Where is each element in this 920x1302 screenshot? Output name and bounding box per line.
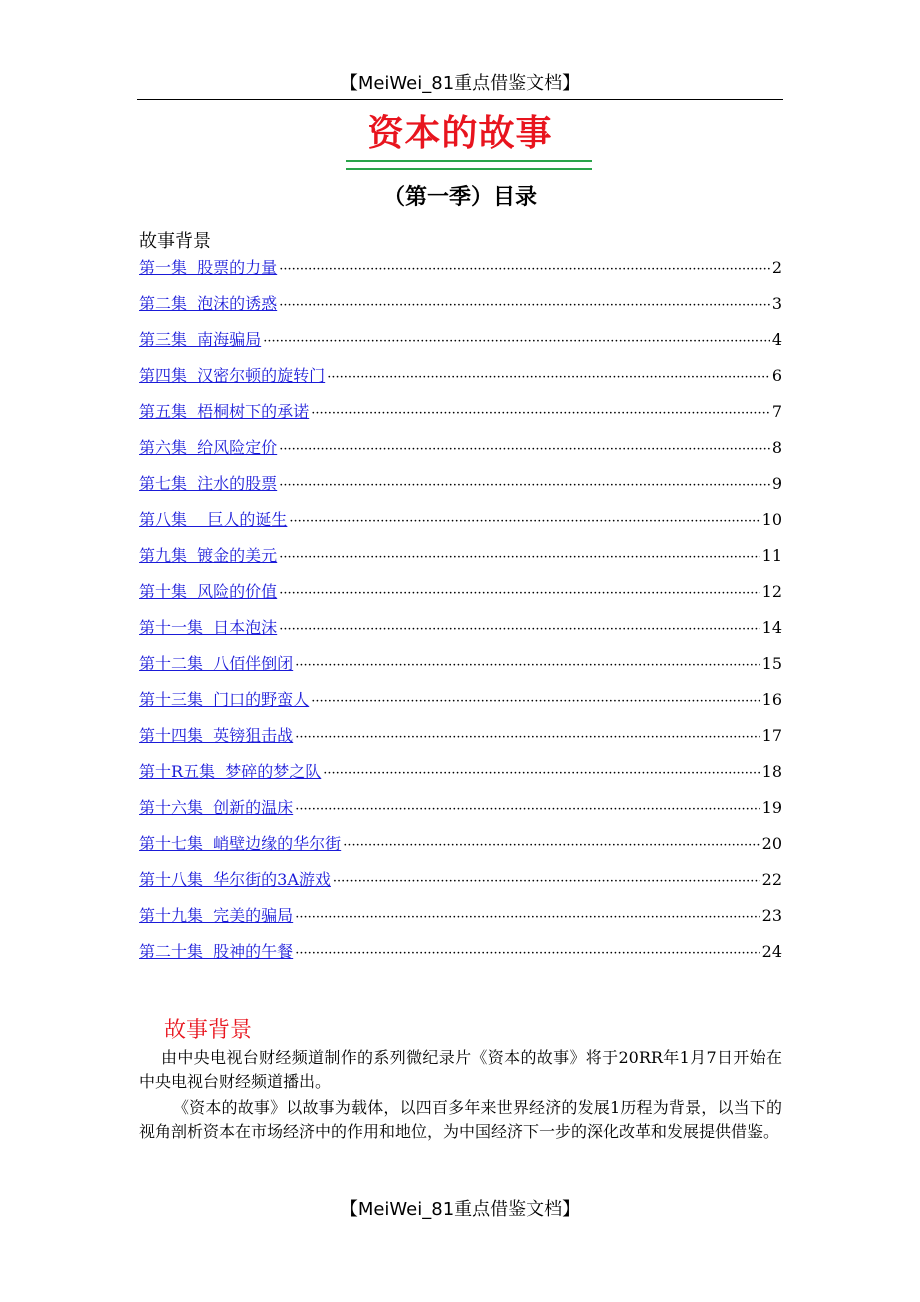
toc-leader-dots: [311, 402, 770, 426]
toc-entry-link[interactable]: 第三集 南海骗局: [139, 330, 262, 349]
toc-entry-link[interactable]: 第一集 股票的力量: [139, 258, 278, 277]
toc-entry-link[interactable]: 第二集 泡沫的诱惑: [139, 294, 278, 313]
page-header: 【MeiWei_81重点借鉴文档】: [339, 73, 581, 94]
toc-entry: [139, 436, 782, 472]
toc-entry: [139, 580, 782, 616]
intro-paragraph-2: 《资本的故事》以故事为载体，以四百多年来世界经济的发展1历程为背景，以当下的视角剖析资本在市场经济中的作用和地位，为中国经济下一步的深化改革和发展提供借鉴。: [139, 1098, 782, 1141]
toc-leader-dots: [279, 582, 759, 606]
toc-entry-link[interactable]: 第十四集 英镑狙击战: [139, 726, 294, 745]
toc-entry-link[interactable]: 第十R五集 梦碎的梦之队: [139, 762, 322, 781]
toc-leader-dots: [279, 258, 770, 282]
toc-entry-link[interactable]: 第十七集 峭壁边缘的华尔街: [139, 834, 342, 853]
toc-page-number: 4: [771, 330, 782, 349]
toc-entry-link[interactable]: 第十集 风险的价值: [139, 582, 278, 601]
toc-entry: [139, 508, 782, 544]
toc-leader-dots: [263, 330, 770, 354]
toc-entry: [139, 724, 782, 760]
toc-page-number: 8: [771, 438, 782, 457]
toc-entry-link[interactable]: 第四集 汉密尔顿的旋转门: [139, 366, 326, 385]
toc-page-number: 11: [761, 546, 782, 565]
toc-page-number: 9: [771, 474, 782, 493]
toc-entry-link[interactable]: 第十六集 创新的温床: [139, 798, 294, 817]
toc-entry: [139, 868, 782, 904]
toc-leader-dots: [323, 762, 759, 786]
toc-entry-link[interactable]: 第六集 给风险定价: [139, 438, 278, 457]
toc-entry: [139, 364, 782, 400]
toc-page-number: 20: [761, 834, 782, 853]
toc-leader-dots: [279, 618, 759, 642]
toc-leader-dots: [289, 510, 759, 534]
toc-leader-dots: [279, 474, 770, 498]
toc-entry: [139, 688, 782, 724]
toc-entry-link[interactable]: 第十三集 门口的野蛮人: [139, 690, 310, 709]
table-of-contents: [139, 256, 782, 976]
toc-page-number: 6: [771, 366, 782, 385]
toc-page-number: 16: [761, 690, 782, 709]
page-footer: 【MeiWei_81重点借鉴文档】: [339, 1199, 581, 1220]
title-underline: [346, 160, 592, 170]
toc-entry-link[interactable]: 第十一集 日本泡沫: [139, 618, 278, 637]
toc-page-number: 10: [761, 510, 782, 529]
toc-leader-dots: [279, 294, 770, 318]
toc-page-number: 22: [761, 870, 782, 889]
toc-entry-link[interactable]: 第十八集 华尔街的3A游戏: [139, 870, 331, 889]
header-divider: [137, 99, 783, 100]
toc-leader-dots: [295, 726, 759, 750]
toc-leader-dots: [327, 366, 770, 390]
toc-entry: [139, 328, 782, 364]
toc-entry: [139, 400, 782, 436]
toc-entry: [139, 940, 782, 976]
toc-heading: 故事背景: [139, 231, 211, 252]
toc-page-number: 12: [761, 582, 782, 601]
toc-page-number: 7: [771, 402, 782, 421]
intro-paragraph-1: 由中央电视台财经频道制作的系列微纪录片《资本的故事》将于20RR年1月7日开始在中央电视台财经频道播出。: [139, 1048, 782, 1091]
toc-leader-dots: [279, 546, 759, 570]
toc-page-number: 2: [771, 258, 782, 277]
toc-leader-dots: [333, 870, 760, 894]
toc-page-number: 3: [771, 294, 782, 313]
document-title: 资本的故事: [367, 113, 553, 154]
toc-entry-link[interactable]: 第九集 镀金的美元: [139, 546, 278, 565]
toc-leader-dots: [311, 690, 759, 714]
toc-entry: [139, 472, 782, 508]
toc-entry: [139, 652, 782, 688]
toc-entry: [139, 832, 782, 868]
toc-page-number: 14: [761, 618, 782, 637]
toc-entry: [139, 616, 782, 652]
toc-entry: [139, 760, 782, 796]
toc-page-number: 23: [761, 906, 782, 925]
toc-entry: [139, 796, 782, 832]
toc-entry-link[interactable]: 第七集 注水的股票: [139, 474, 278, 493]
toc-entry-link[interactable]: 第二十集 股神的午餐: [139, 942, 294, 961]
toc-entry: [139, 256, 782, 292]
toc-entry-link[interactable]: 第十二集 八佰伴倒闭: [139, 654, 294, 673]
toc-entry-link[interactable]: 第八集 巨人的诞生: [139, 510, 288, 529]
toc-entry: [139, 544, 782, 580]
toc-entry: [139, 292, 782, 328]
section-heading: 故事背景: [164, 1018, 253, 1043]
toc-subtitle: （第一季）目录: [382, 185, 537, 210]
toc-leader-dots: [295, 942, 759, 966]
toc-page-number: 24: [761, 942, 782, 961]
toc-page-number: 18: [761, 762, 782, 781]
toc-leader-dots: [295, 906, 759, 930]
toc-leader-dots: [279, 438, 770, 462]
toc-leader-dots: [295, 798, 759, 822]
toc-entry-link[interactable]: 第五集 梧桐树下的承诺: [139, 402, 310, 421]
toc-leader-dots: [295, 654, 759, 678]
toc-entry: [139, 904, 782, 940]
toc-page-number: 15: [761, 654, 782, 673]
toc-entry-link[interactable]: 第十九集 完美的骗局: [139, 906, 294, 925]
toc-page-number: 19: [761, 798, 782, 817]
toc-page-number: 17: [761, 726, 782, 745]
toc-leader-dots: [343, 834, 759, 858]
